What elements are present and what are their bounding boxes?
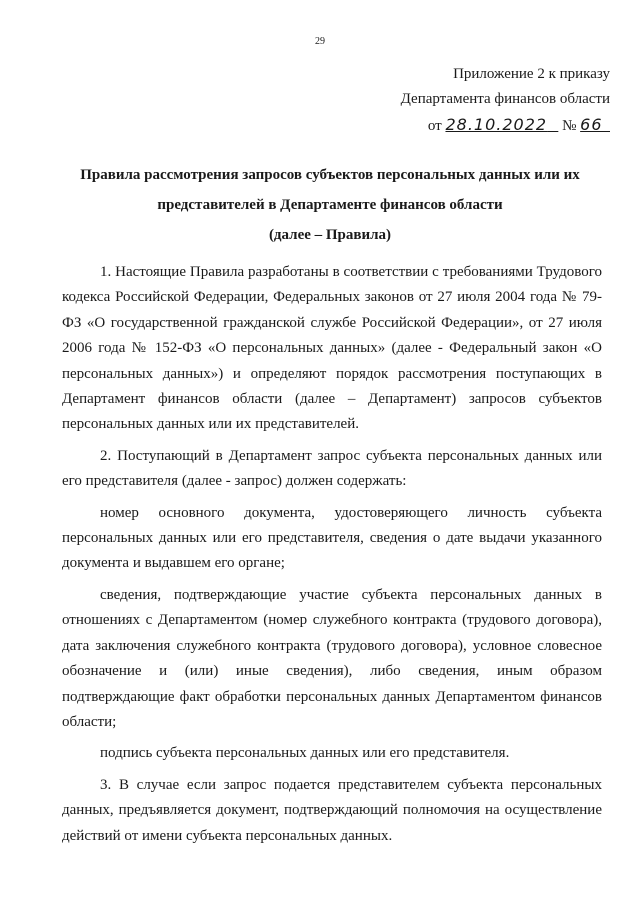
paragraph-2: 2. Поступающий в Департамент запрос субъекта персональных данных или его представителя (далее - запрос) должен содержать: — [62, 447, 602, 490]
appendix-date-line — [310, 112, 610, 139]
date-prefix: от — [427, 118, 442, 134]
document-body — [62, 260, 602, 855]
appendix-header — [310, 62, 610, 139]
number-prefix: № — [562, 118, 577, 134]
handwritten-date: 28.10.2022 — [445, 115, 548, 134]
appendix-line-1: Приложение 2 к приказу — [453, 66, 610, 82]
title-line-3: (далее – Правила) — [268, 227, 392, 243]
paragraph-2-item-2: сведения, подтверждающие участие субъекта персональных данных в отношениях с Департаментом (номер служебного контракта (трудового договора), дата заключения служебного контракта (трудового договора), условное словесное обозначение и (или) иные сведения), либо сведения, иным образом подтверждающие факт обработки персональных данных Департаментом финансов области; — [62, 586, 602, 730]
paragraph-2-item-3: подпись субъекта персональных данных или его представителя. — [100, 745, 510, 762]
appendix-line-2: Департамента финансов области — [400, 91, 610, 107]
paragraph-3: 3. В случае если запрос подается представителем субъекта персональных данных, предъявляется документ, подтверждающий полномочия на осуществление действий от имени субъекта персональных данных. — [62, 776, 602, 844]
title-line-2: представителей в Департаменте финансов области — [157, 197, 503, 213]
paragraph-2-item-1: номер основного документа, удостоверяющего личность субъекта персональных данных или его представителя, сведения о дате выдачи указанного документа и выдавшем его органе; — [62, 504, 602, 572]
page-number: 29 — [315, 36, 325, 47]
handwritten-number: 66 — [580, 115, 603, 134]
document-title — [60, 160, 600, 250]
paragraph-1: 1. Настоящие Правила разработаны в соответствии с требованиями Трудового кодекса Российской Федерации, Федеральных законов от 27 июля 2004 года № 79-ФЗ «О государственной гражданской службе Российской Федерации», от 27 июля 2006 года № 152-ФЗ «О персональных данных» (далее - Федеральный закон «О персональных данных») и определяют порядок рассмотрения поступающих в Департамент финансов области (далее – Департамент) запросов субъектов персональных данных или их представителей. — [62, 264, 602, 433]
title-line-1: Правила рассмотрения запросов субъектов персональных данных или их — [80, 167, 580, 183]
